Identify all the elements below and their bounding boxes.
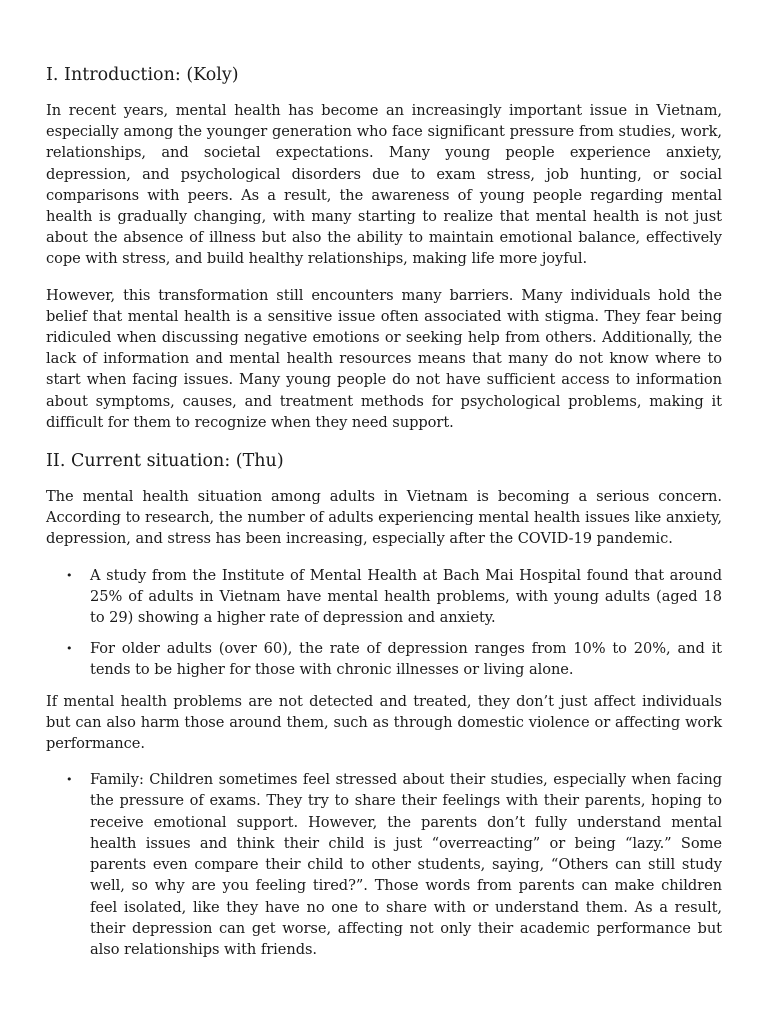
list-item <box>66 565 722 629</box>
current-situation-paragraph-1: The mental health situation among adults in Vietnam is becoming a serious concern. According to research, the number of adults experiencing mental health issues like anxiety, depression, and stress has been increasing, especially after the COVID-19 pandemic. <box>46 488 722 548</box>
statistics-list <box>46 565 722 681</box>
bullet-icon: • <box>66 642 73 656</box>
list-item <box>66 769 722 960</box>
introduction-paragraph-2: However, this transformation still encounters many barriers. Many individuals hold the belief that mental health is a sensitive issue often associated with stigma. They fear being ridiculed when discussing negative emotions or seeking help from others. Additionally, the lack of information and mental health resources means that many do not know where to start when facing issues. Many young people do not have sufficient access to information about symptoms, causes, and treatment methods for psychological problems, making it difficult for them to recognize when they need support. <box>46 286 722 431</box>
list-item-text: For older adults (over 60), the rate of depression ranges from 10% to 20%, and it tends to be higher for those with chronic illnesses or living alone. <box>90 640 722 679</box>
current-situation-paragraph-2: If mental health problems are not detected and treated, they don’t just affect individuals but can also harm those around them, such as through domestic violence or affecting work performance. <box>46 692 722 753</box>
bullet-icon: • <box>66 568 73 582</box>
list-item-text: A study from the Institute of Mental Health at Bach Mai Hospital found that around 25% of adults in Vietnam have mental health problems, with young adults (aged 18 to 29) showing a higher rate of depression and anxiety. <box>90 566 722 627</box>
bullet-icon: • <box>66 773 73 787</box>
impact-list <box>46 769 722 960</box>
list-item-text: Family: Children sometimes feel stressed about their studies, especially when facing the pressure of exams. They try to share their feelings with their parents, hoping to receive emotional support. However, the parents don’t fully understand mental health issues and think their child is just “overreacting” or being “lazy.” Some parents even compare their child to other students, saying, “Others can still study well, so why are you feeling tired?”. Those words from parents can make children feel isolated, like they have no one to share with or understand them. As a result, their depression can get worse, affecting not only their academic performance but also relationships with friends. <box>90 771 722 958</box>
current-situation-heading: II. Current situation: (Thu) <box>46 451 284 472</box>
list-item <box>66 638 722 680</box>
introduction-paragraph-1: In recent years, mental health has become an increasingly important issue in Vietnam, especially among the younger generation who face significant pressure from studies, work, relationships, and societal expectations. Many young people experience anxiety, depression, and psychological disorders due to exam stress, job hunting, or social comparisons with peers. As a result, the awareness of young people regarding mental health is gradually changing, with many starting to realize that mental health is not just about the absence of illness but also the ability to maintain emotional balance, effectively cope with stress, and build healthy relationships, making life more joyful. <box>46 102 722 268</box>
introduction-heading: I. Introduction: (Koly) <box>46 65 239 85</box>
